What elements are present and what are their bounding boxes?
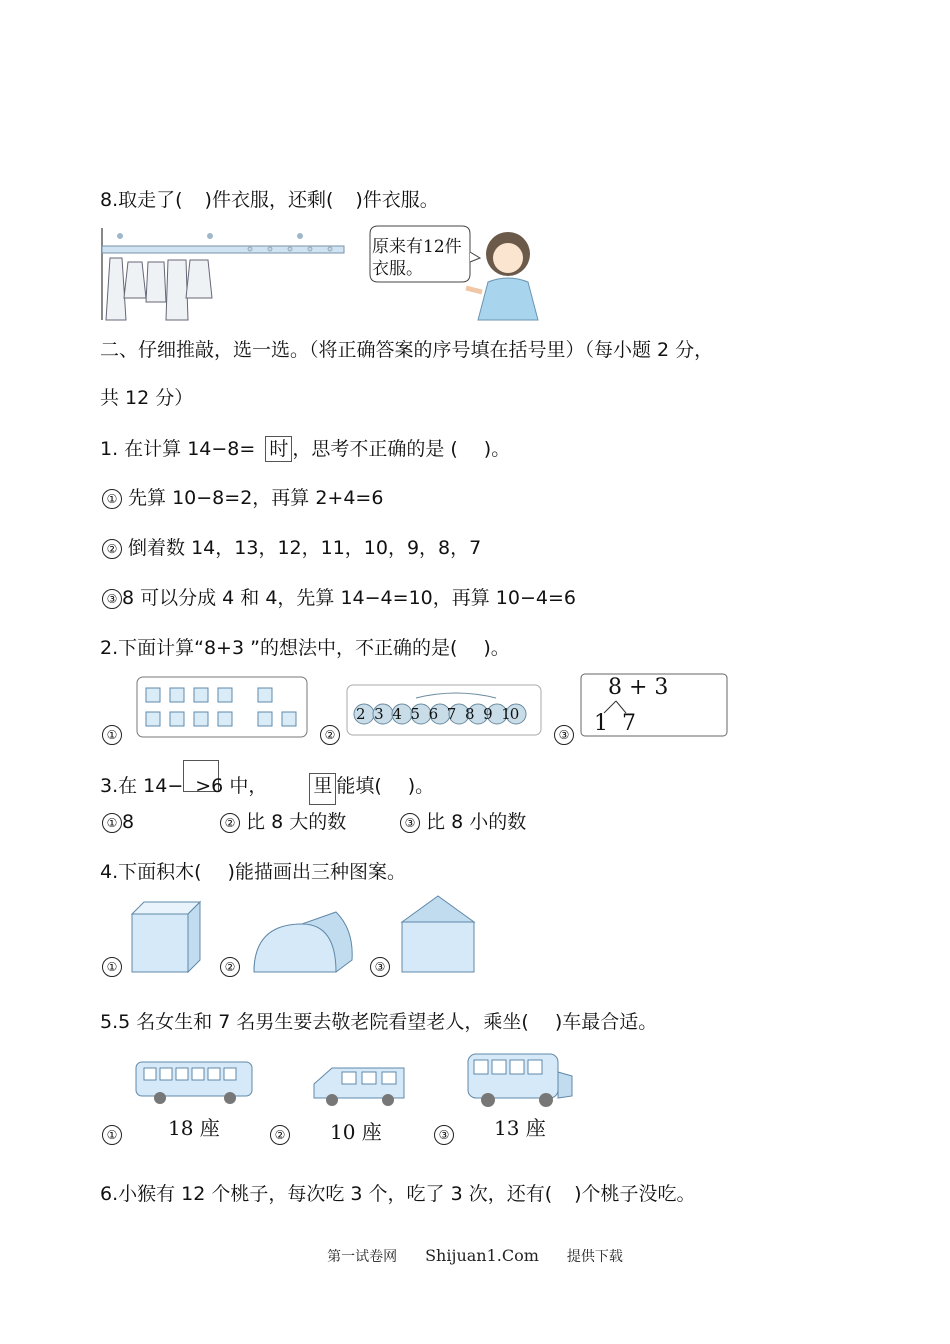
q8-line: 8.取走了( )件衣服，还剩( )件衣服。: [100, 189, 439, 211]
cube-block: [130, 900, 202, 974]
p1-option-1: ① 先算 10−8=2，再算 2+4=6: [102, 486, 383, 510]
ball-numbers: 2345678910: [356, 705, 519, 723]
bus-13-illustration: [466, 1052, 574, 1108]
house-block: [400, 894, 476, 974]
p5-question: 5.5 名女生和 7 名男生要去敬老院看望老人，乘坐( )车最合适。: [100, 1011, 658, 1033]
p5-label-1: ①: [102, 1122, 122, 1146]
p5-label-2: ②: [270, 1122, 290, 1146]
p2-label-1: ①: [102, 722, 122, 746]
p1-answer-box: 时: [265, 436, 292, 462]
p6-question: 6.小猴有 12 个桃子，每次吃 3 个，吃了 3 次，还有( )个桃子没吃。: [100, 1183, 696, 1205]
p5-label-3: ③: [434, 1122, 454, 1146]
cubes-illustration: [136, 676, 308, 738]
p1-question: 1. 在计算 14−8= 时 ，思考不正确的是 ( )。: [100, 438, 511, 460]
p3-box-ref: 里: [309, 773, 336, 805]
seats-13: 13 座: [494, 1116, 546, 1140]
arch-block: [250, 910, 356, 974]
p4-label-3: ③: [370, 954, 390, 978]
van-10-illustration: [312, 1062, 408, 1108]
speech-bubble-text: 原来有12件 衣服。: [372, 237, 462, 279]
p1-option-2: ② 倒着数 14，13，12，11，10，9，8，7: [102, 536, 481, 560]
seats-10: 10 座: [330, 1120, 382, 1144]
p3-option-1: ① 8: [102, 810, 134, 834]
tree-right: 7: [622, 711, 636, 736]
section2-heading-cont: 共 12 分）: [100, 387, 194, 409]
p4-label-1: ①: [102, 954, 122, 978]
page-footer: 第一试卷网 Shijuan1.Com 提供下载: [327, 1246, 623, 1265]
p3-option-3: ③ 比 8 小的数: [400, 810, 526, 834]
bus-18-illustration: [134, 1058, 254, 1106]
p3-option-2: ② 比 8 大的数: [220, 810, 346, 834]
p1-option-3: ③ 8 可以分成 4 和 4，先算 14−4=10，再算 10−4=6: [102, 586, 576, 610]
seats-18: 18 座: [168, 1116, 220, 1140]
section2-heading: 二、仔细推敲，选一选。（将正确答案的序号填在括号里）（每小题 2 分，: [100, 339, 714, 361]
p2-label-2: ②: [320, 722, 340, 746]
p4-label-2: ②: [220, 954, 240, 978]
p3-question: 3.在 14− >6 中， 里 能填( )。: [100, 760, 434, 805]
p4-question: 4.下面积木( )能描画出三种图案。: [100, 861, 406, 883]
p2-label-3: ③: [554, 722, 574, 746]
p2-question: 2.下面计算“8+3 ”的想法中，不正确的是( )。: [100, 637, 510, 659]
tree-left: 1: [594, 711, 608, 736]
tree-top: 8 + 3: [608, 675, 669, 700]
clothes-rack-illustration: [100, 228, 350, 324]
